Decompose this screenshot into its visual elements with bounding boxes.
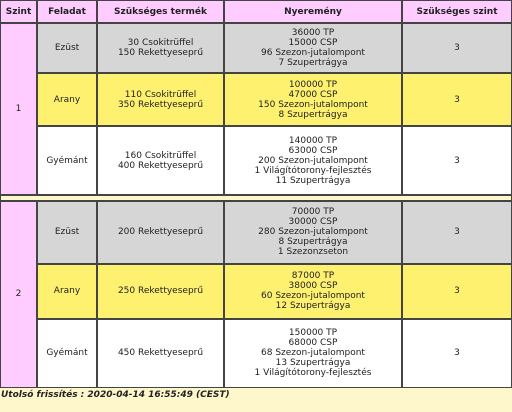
reward-line: 70000 TP bbox=[291, 207, 335, 218]
reward-line: 30000 CSP bbox=[288, 217, 338, 228]
reward-line: 96 Szezon-jutalompont bbox=[261, 48, 365, 59]
product-cell bbox=[97, 126, 224, 195]
product-line: 30 Csokitrüffel bbox=[127, 38, 194, 49]
task-cell: Arany bbox=[37, 264, 97, 319]
product-line: 350 Rekettyeseprű bbox=[117, 99, 204, 110]
product-line: 250 Rekettyeseprű bbox=[117, 286, 204, 297]
reward-line: 68000 CSP bbox=[288, 338, 338, 349]
reward-line: 8 Szupertrágya bbox=[278, 237, 348, 248]
reward-line: 60 Szezon-jutalompont bbox=[261, 291, 365, 302]
reward-line: 100000 TP bbox=[288, 79, 338, 90]
reward-line: 38000 CSP bbox=[288, 281, 338, 292]
reward-line: 8 Szupertrágya bbox=[278, 109, 348, 120]
table-row bbox=[0, 201, 512, 264]
reward-cell bbox=[224, 319, 402, 388]
reward-line: 68 Szezon-jutalompont bbox=[261, 348, 365, 359]
table-row bbox=[0, 264, 512, 319]
table-row bbox=[0, 23, 512, 73]
reward-cell bbox=[224, 73, 402, 126]
header-level: Szint bbox=[0, 0, 37, 23]
required-level-cell: 3 bbox=[402, 73, 512, 126]
reward-line: 12 Szupertrágya bbox=[275, 301, 351, 312]
product-line: 150 Rekettyeseprű bbox=[117, 48, 204, 59]
reward-line: 15000 CSP bbox=[288, 38, 338, 49]
reward-cell bbox=[224, 264, 402, 319]
reward-line: 280 Szezon-jutalompont bbox=[258, 227, 368, 238]
product-line: 400 Rekettyeseprű bbox=[117, 160, 204, 171]
reward-line: 63000 CSP bbox=[288, 145, 338, 156]
header-reward: Nyeremény bbox=[224, 0, 402, 23]
product-line: 160 Csokitrüffel bbox=[124, 150, 197, 161]
required-level-cell: 3 bbox=[402, 264, 512, 319]
reward-line: 150000 TP bbox=[288, 328, 338, 339]
task-cell: Arany bbox=[37, 73, 97, 126]
reward-cell bbox=[224, 201, 402, 264]
task-cell: Gyémánt bbox=[37, 126, 97, 195]
reward-line: 200 Szezon-jutalompont bbox=[258, 155, 368, 166]
product-cell bbox=[97, 201, 224, 264]
reward-line: 87000 TP bbox=[291, 271, 335, 282]
reward-line: 140000 TP bbox=[288, 135, 338, 146]
task-cell: Ezüst bbox=[37, 23, 97, 73]
product-cell bbox=[97, 319, 224, 388]
last-updated-text: Utolsó frissítés : 2020-04-14 16:55:49 (CEST) bbox=[1, 390, 230, 400]
reward-cell bbox=[224, 126, 402, 195]
product-cell bbox=[97, 73, 224, 126]
required-level-cell: 3 bbox=[402, 319, 512, 388]
reward-line: 7 Szupertrágya bbox=[278, 58, 348, 69]
product-line: 450 Rekettyeseprű bbox=[117, 348, 204, 359]
table-row bbox=[0, 73, 512, 126]
header-task: Feladat bbox=[37, 0, 97, 23]
reward-line: 150 Szezon-jutalompont bbox=[258, 99, 368, 110]
level-cell: 1 bbox=[0, 23, 37, 195]
level-cell: 2 bbox=[0, 201, 37, 388]
table-row bbox=[0, 126, 512, 195]
table-row bbox=[0, 319, 512, 388]
reward-line: 11 Szupertrágya bbox=[275, 175, 351, 186]
header-required-level: Szükséges szint bbox=[402, 0, 512, 23]
product-cell bbox=[97, 264, 224, 319]
product-cell bbox=[97, 23, 224, 73]
reward-line: 1 Világítótorony-fejlesztés bbox=[254, 165, 372, 176]
reward-line: 1 Szezonzseton bbox=[277, 247, 349, 258]
header-row bbox=[0, 0, 512, 23]
product-line: 200 Rekettyeseprű bbox=[117, 227, 204, 238]
required-level-cell: 3 bbox=[402, 201, 512, 264]
required-level-cell: 3 bbox=[402, 126, 512, 195]
required-level-cell: 3 bbox=[402, 23, 512, 73]
product-line: 110 Csokitrüffel bbox=[124, 89, 197, 100]
reward-line: 36000 TP bbox=[291, 28, 335, 39]
reward-line: 13 Szupertrágya bbox=[275, 358, 351, 369]
reward-cell bbox=[224, 23, 402, 73]
reward-line: 1 Világítótorony-fejlesztés bbox=[254, 368, 372, 379]
header-product: Szükséges termék bbox=[97, 0, 224, 23]
reward-line: 47000 CSP bbox=[288, 89, 338, 100]
task-cell: Gyémánt bbox=[37, 319, 97, 388]
task-cell: Ezüst bbox=[37, 201, 97, 264]
